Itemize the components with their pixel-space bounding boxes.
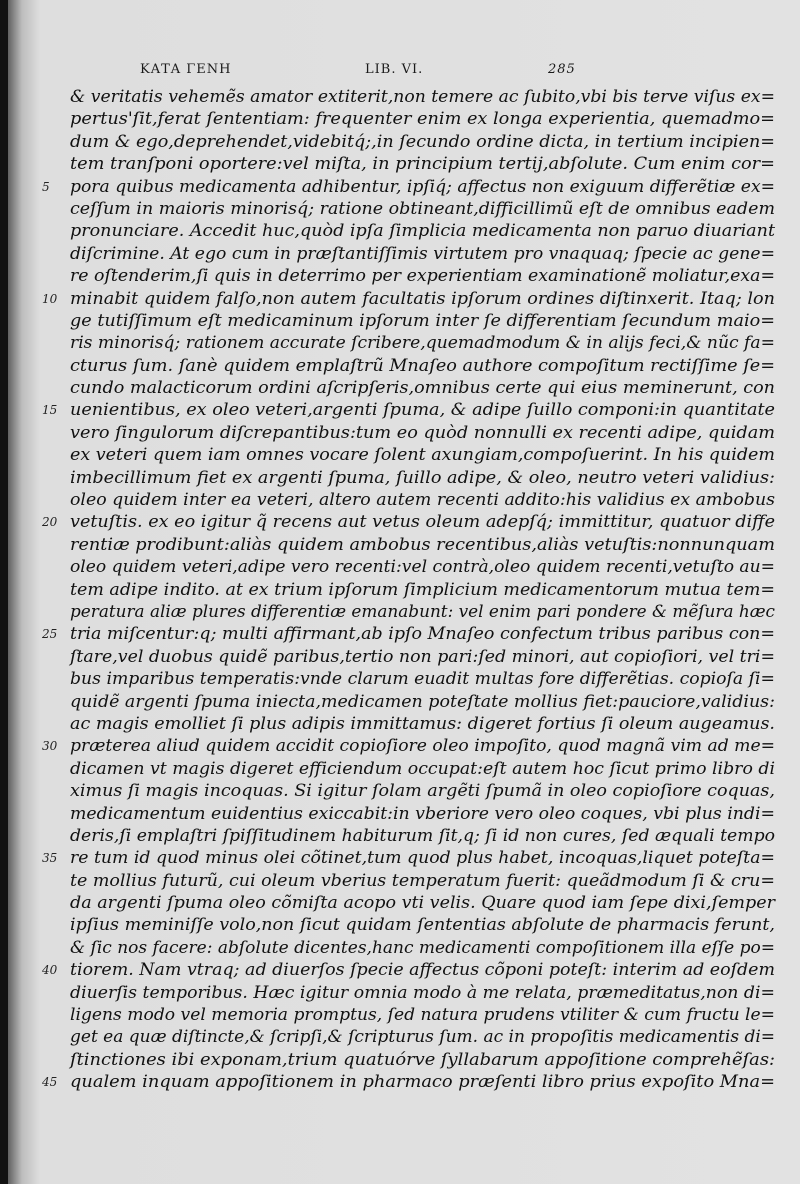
line-number: 30 bbox=[42, 739, 58, 754]
running-title: ΚΑΤΑ ΓΕΝΗ bbox=[140, 62, 232, 77]
line-text: & veritatis vehemẽs amator extiterit,non temere ac ſubito,vbi bis terve viſus ex= bbox=[70, 87, 775, 107]
page-gutter-shadow bbox=[0, 0, 8, 1184]
line-text: ligens modo vel memoria promptus, ſed natura prudens vtiliter & cum fructu le= bbox=[70, 1005, 775, 1026]
line-number: 5 bbox=[42, 179, 50, 194]
line-number: 15 bbox=[42, 403, 58, 418]
line-text: minabit quidem falſo,non autem facultatis ipſorum ordines diſtinxerit. Itaq; lon bbox=[70, 288, 775, 309]
text-line bbox=[42, 556, 782, 578]
text-line bbox=[42, 825, 782, 847]
text-line bbox=[42, 601, 782, 623]
line-text: diſcrimine. At ego cum in præſtantiſſimis virtutem pro vnaquaq; ſpecie ac gene= bbox=[70, 243, 775, 264]
text-line bbox=[42, 937, 782, 959]
text-line bbox=[42, 265, 782, 287]
running-header bbox=[140, 62, 780, 82]
text-line bbox=[42, 86, 782, 108]
text-line bbox=[42, 153, 782, 175]
text-line bbox=[42, 332, 782, 354]
text-line bbox=[42, 1049, 782, 1071]
line-text: ex veteri quem iam omnes vocare ſolent axungiam,compoſuerint. In his quidem bbox=[70, 445, 775, 466]
line-text: re tum id quod minus olei cõtinet,tum quod plus habet, incoquas,liquet poteſta= bbox=[70, 848, 775, 869]
text-line bbox=[42, 131, 782, 153]
line-text: uenientibus, ex oleo veteri,argenti ſpuma, & adipe ſuillo componi:in quantitate bbox=[70, 400, 776, 421]
line-text: re oſtenderim,ſi quis in deterrimo per experientiam examinationẽ moliatur,exa= bbox=[70, 266, 775, 287]
line-text: vetuſtis. ex eo igitur q̃ recens aut vetus oleum adepſq́; immittitur, quatuor diffe bbox=[70, 512, 775, 533]
line-text: ſtare,vel duobus quidẽ paribus,tertio non pari:ſed minori, aut copioſiori, vel tri= bbox=[70, 646, 775, 667]
line-text: & ſic nos facere: abſolute dicentes,hanc medicamenti compoſitionem illa eſſe po= bbox=[70, 937, 775, 958]
text-line bbox=[42, 579, 782, 601]
text-line bbox=[42, 220, 782, 242]
text-line bbox=[42, 489, 782, 511]
line-text: ge tutiſſimum eſt medicaminum ipſorum inter ſe differentiam ſecundum maio= bbox=[70, 310, 775, 331]
line-number: 20 bbox=[42, 515, 58, 530]
line-text: præterea aliud quidem accidit copioſiore oleo impoſito, quod magnã vim ad me= bbox=[70, 736, 775, 757]
text-line bbox=[42, 399, 782, 421]
text-line bbox=[42, 780, 782, 802]
line-text: rentiæ prodibunt:aliàs quidem ambobus recentibus,aliàs vetuſtis:nonnunquam bbox=[70, 534, 775, 555]
line-text: tem tranſponi oportere:vel miſta, in principium tertij,abſolute. Cum enim cor= bbox=[70, 154, 775, 175]
line-text: get ea quæ diſtincte,& ſcripſi,& ſcripturus ſum. ac in propoſitis medicamentis di= bbox=[70, 1027, 775, 1048]
text-line bbox=[42, 377, 782, 399]
text-line bbox=[42, 870, 782, 892]
line-text: pora quibus medicamenta adhibentur, ipſiq́; affectus non exiguum differẽtiæ ex= bbox=[70, 176, 776, 197]
line-text: te mollius futurũ, cui oleum vberius temperatum fuerit: queãdmodum ſi & cru= bbox=[70, 870, 775, 891]
text-line bbox=[42, 288, 782, 310]
text-line bbox=[42, 803, 782, 825]
text-line bbox=[42, 534, 782, 556]
line-text: dicamen vt magis digeret efficiendum occupat:eſt autem hoc ſicut primo libro di bbox=[70, 758, 775, 779]
line-text: qualem inquam appoſitionem in pharmaco præſenti libro prius expoſito Mna= bbox=[70, 1072, 775, 1093]
text-line bbox=[42, 1071, 782, 1093]
text-line bbox=[42, 668, 782, 690]
text-line bbox=[42, 467, 782, 489]
text-line bbox=[42, 892, 782, 914]
text-line bbox=[42, 623, 782, 645]
line-text: medicamentum euidentius exiccabit:in vberiore vero oleo coques, vbi plus indi= bbox=[70, 803, 775, 824]
text-line bbox=[42, 355, 782, 377]
line-number: 25 bbox=[42, 627, 58, 642]
line-text: ximus ſi magis incoquas. Si igitur ſolam argẽti ſpumã in oleo copioſiore coquas, bbox=[70, 781, 776, 802]
text-line bbox=[42, 444, 782, 466]
text-line bbox=[42, 847, 782, 869]
page-number: 285 bbox=[548, 62, 576, 77]
text-line bbox=[42, 1004, 782, 1026]
text-line bbox=[42, 959, 782, 981]
text-line bbox=[42, 646, 782, 668]
line-text: pertus'ſit,ferat ſententiam: frequenter enim ex longa experientia, quemadmo= bbox=[70, 109, 775, 130]
text-line bbox=[42, 914, 782, 936]
text-line bbox=[42, 713, 782, 735]
line-number: 10 bbox=[42, 291, 58, 306]
line-number: 45 bbox=[42, 1075, 58, 1090]
line-text: deris,ſi emplaſtri ſpiſſitudinem habiturum ſit,q; ſi id non cures, ſed æquali tempo bbox=[70, 825, 775, 846]
line-text: ac magis emolliet ſi plus adipis immittamus: digeret fortius ſi oleum augeamus. bbox=[70, 713, 775, 734]
text-line bbox=[42, 982, 782, 1004]
line-text: ipſius meminiſſe volo,non ſicut quidam ſententias abſolute de pharmacis ferunt, bbox=[70, 915, 775, 936]
line-text: pronunciare. Accedit huc,quòd ipſa ſimplicia medicamenta non paruo diuariant bbox=[70, 221, 775, 242]
line-text: peratura aliæ plures differentiæ emanabunt: vel enim pari pondere & mẽſura hæc bbox=[70, 601, 775, 622]
body-text bbox=[42, 86, 782, 1094]
line-text: cturus ſum. ſanè quidem emplaſtrũ Mnaſeo authore compoſitum rectiſſime ſe= bbox=[70, 355, 775, 376]
line-text: oleo quidem veteri,adipe vero recenti:vel contrà,oleo quidem recenti,vetuſto au= bbox=[70, 557, 775, 578]
text-line bbox=[42, 511, 782, 533]
line-text: dum & ego,deprehendet,videbitq́;,in ſecundo ordine dicta, in tertium incipien= bbox=[70, 131, 775, 152]
line-text: bus imparibus temperatis:vnde clarum euadit multas fore differẽtias. copioſa ſi= bbox=[70, 669, 775, 690]
text-line bbox=[42, 1026, 782, 1048]
text-line bbox=[42, 758, 782, 780]
line-text: ceſſum in maioris minorisq́; ratione obtineant,difficillimũ eſt de omnibus eadem bbox=[70, 198, 775, 219]
text-line bbox=[42, 691, 782, 713]
line-text: ris minorisq́; rationem accurate ſcribere,quemadmodum & in alijs feci,& nũc fa= bbox=[70, 333, 775, 354]
line-text: diuerſis temporibus. Hæc igitur omnia modo à me relata, præmeditatus,non di= bbox=[70, 982, 775, 1003]
line-text: ſtinctiones ibi exponam,trium quatuórve ſyllabarum appoſitione comprehẽſas: bbox=[70, 1049, 775, 1070]
line-text: oleo quidem inter ea veteri, altero autem recenti addito:his validius ex ambobus bbox=[70, 490, 776, 511]
line-text: quidẽ argenti ſpuma iniecta,medicamen poteſtate mollius fiet:pauciore,validius: bbox=[70, 691, 775, 712]
text-line bbox=[42, 735, 782, 757]
line-text: cundo malacticorum ordini aſcripſeris,omnibus certe qui eius meminerunt, con bbox=[70, 378, 775, 399]
text-line bbox=[42, 310, 782, 332]
line-text: da argenti ſpuma oleo cõmiſta acopo vti velis. Quare quod iam ſepe dixi,ſemper bbox=[70, 893, 776, 914]
line-text: tiorem. Nam vtraq; ad diuerſos ſpecie affectus cõponi poteſt: interim ad eoſdem bbox=[70, 960, 775, 981]
line-text: vero ſingulorum diſcrepantibus:tum eo quòd nonnulli ex recenti adipe, quidam bbox=[70, 422, 775, 443]
book-label: LIB. VI. bbox=[365, 62, 424, 77]
line-text: tem adipe indito. at ex trium ipſorum ſimplicium medicamentorum mutua tem= bbox=[70, 579, 775, 600]
text-line bbox=[42, 198, 782, 220]
text-line bbox=[42, 108, 782, 130]
line-number: 40 bbox=[42, 963, 58, 978]
text-line bbox=[42, 422, 782, 444]
line-text: tria miſcentur:q; multi affirmant,ab ipſo Mnaſeo confectum tribus paribus con= bbox=[70, 624, 775, 645]
text-line bbox=[42, 243, 782, 265]
line-text: imbecillimum fiet ex argenti ſpuma, ſuillo adipe, & oleo, neutro veteri validius: bbox=[70, 467, 775, 488]
line-number: 35 bbox=[42, 851, 58, 866]
text-line bbox=[42, 176, 782, 198]
